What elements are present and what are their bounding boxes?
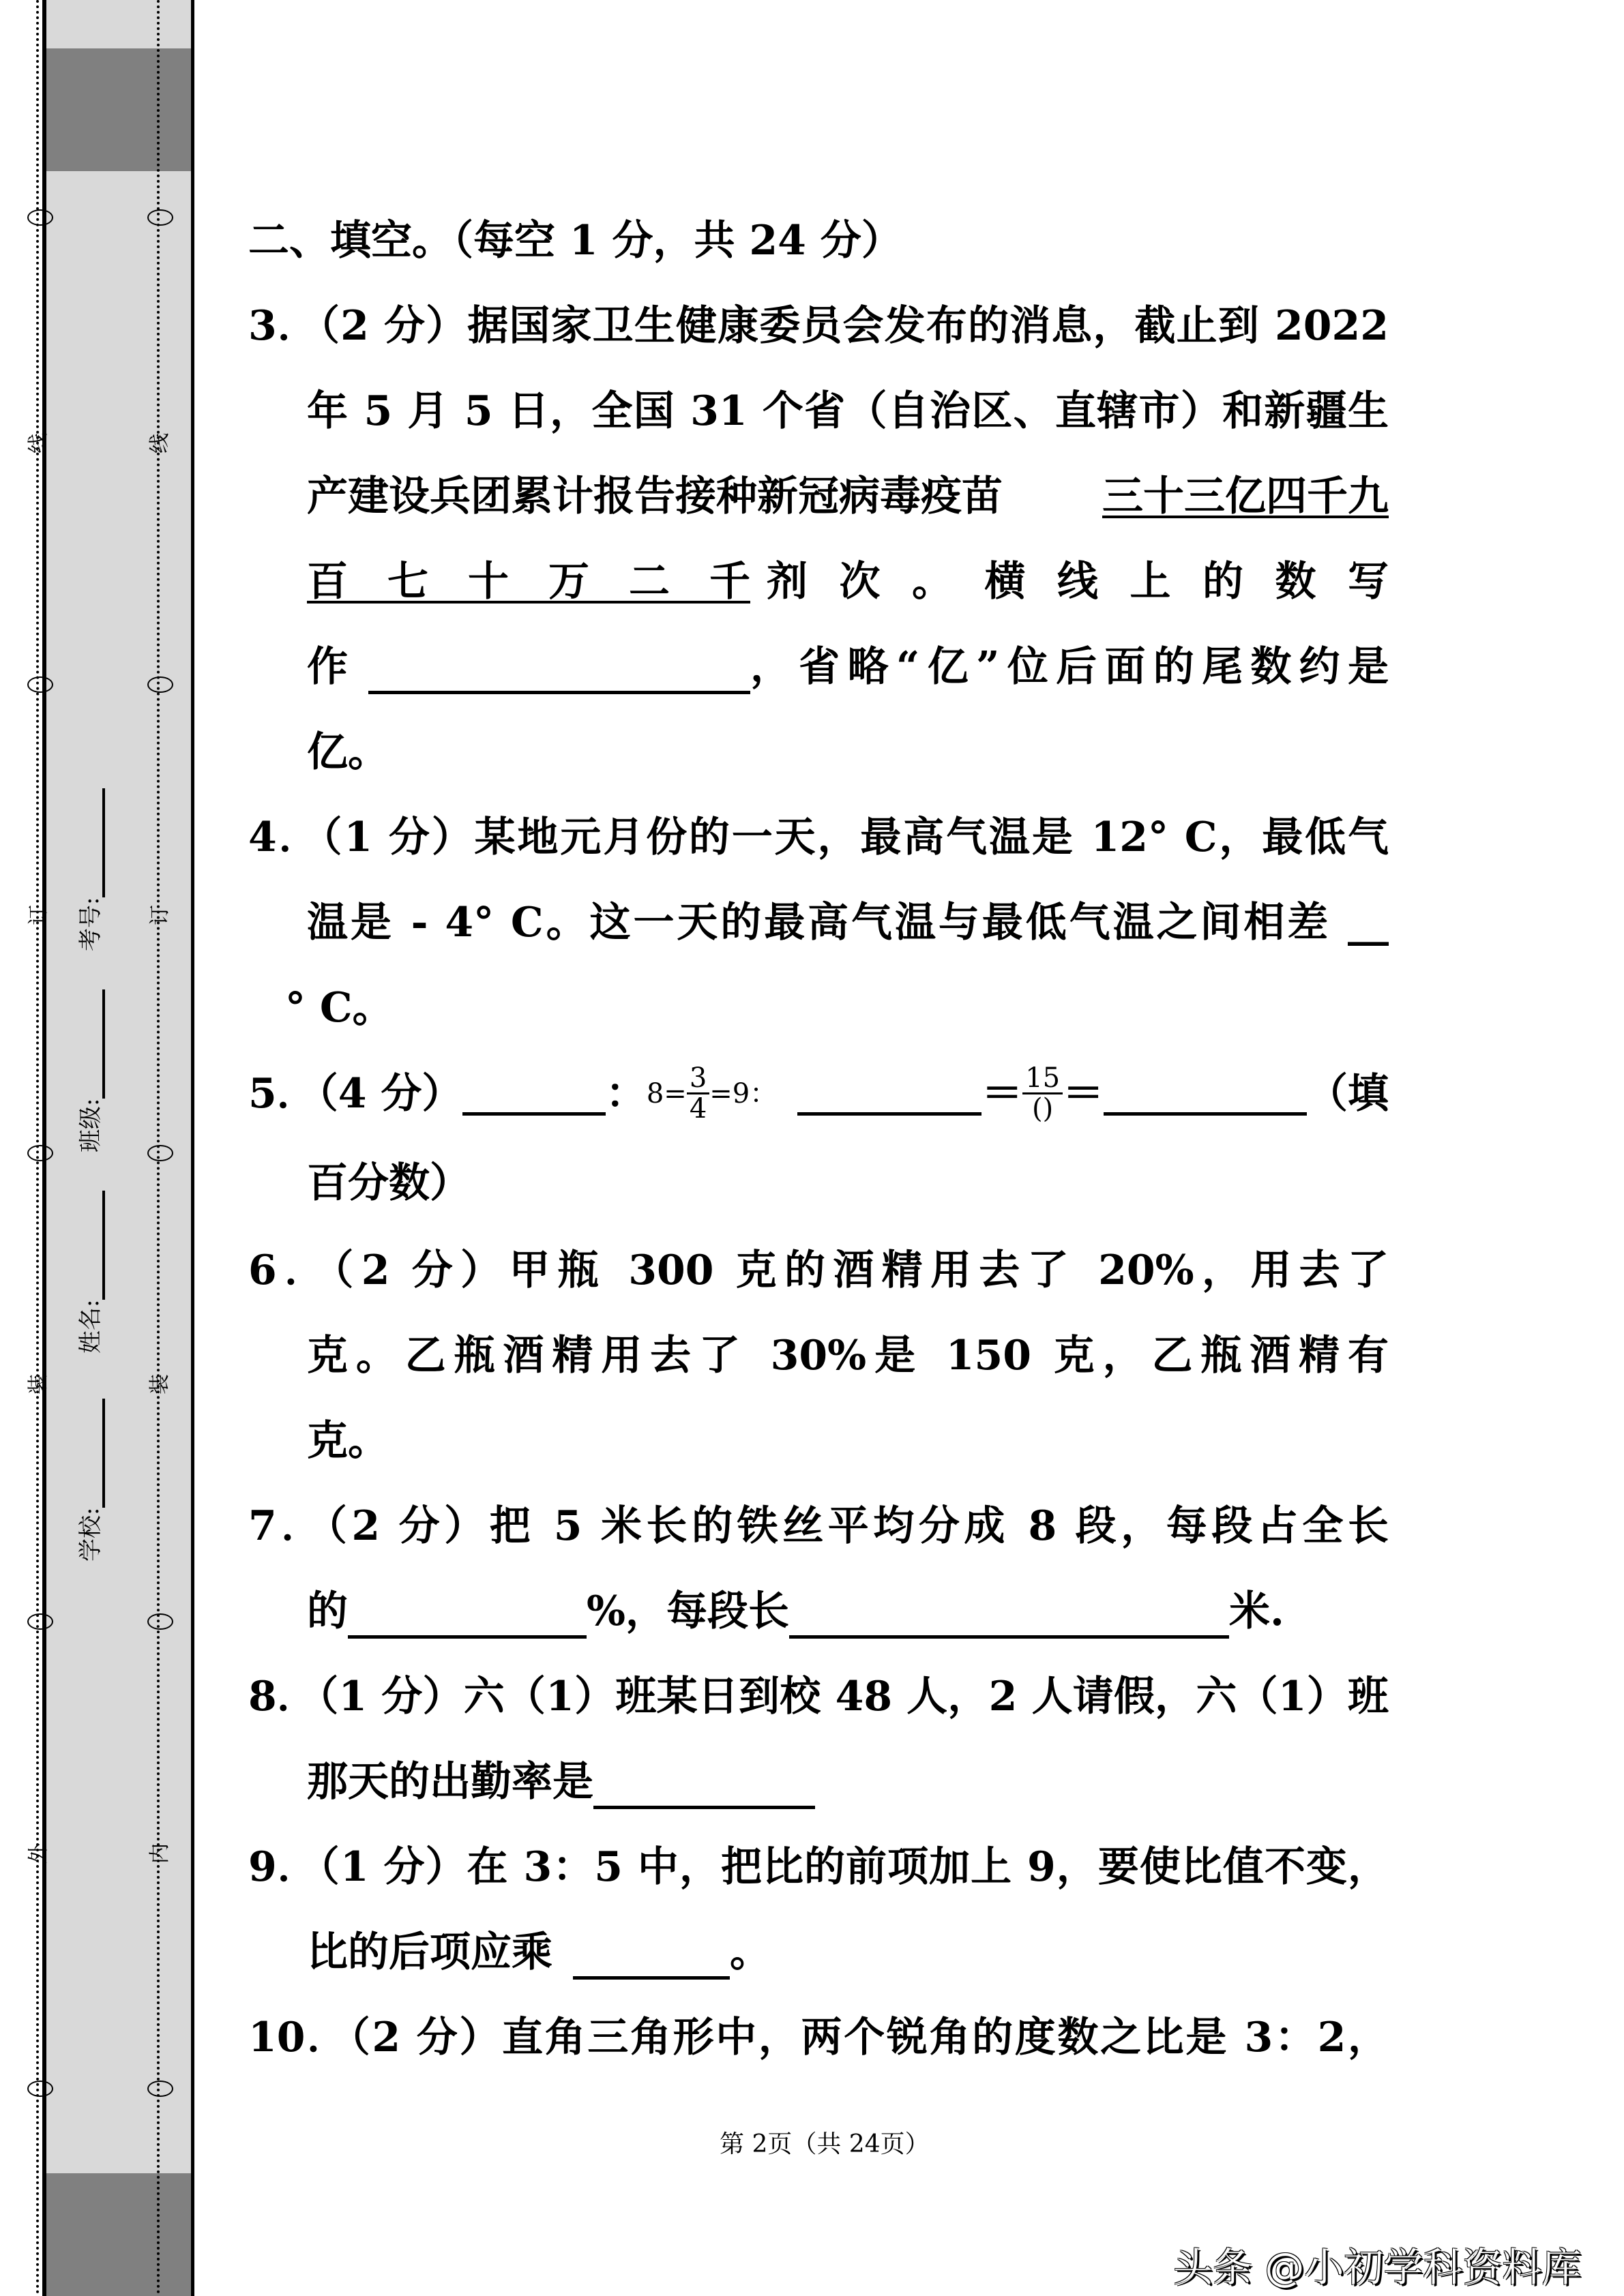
binding-hole-icon bbox=[147, 1613, 173, 1630]
q3-line: 百七十万二千 剂次。横线上的数写 bbox=[307, 558, 1389, 606]
page-number: 第 2页（共 24页） bbox=[720, 2130, 930, 2158]
binding-hole-icon bbox=[147, 209, 173, 226]
q3-line: 3．（2 分）据国家卫生健康委员会发布的消息，截止到 2022 bbox=[248, 302, 1389, 350]
q6-line: 克。乙瓶酒精用去了 30%是 150 克，乙瓶酒精有 bbox=[307, 1332, 1389, 1380]
answer-blank[interactable] bbox=[789, 1594, 1229, 1639]
answer-blank[interactable] bbox=[593, 1765, 815, 1809]
q8-line: 8．（1 分）六（1）班某日到校 48 人，2 人请假，六（1）班 bbox=[248, 1673, 1389, 1720]
q6-line: 6．（2 分）甲瓶 300 克的酒精用去了 20%，用去了 bbox=[248, 1247, 1389, 1294]
margin-label: 线 bbox=[148, 433, 172, 453]
answer-blank[interactable] bbox=[797, 1071, 981, 1116]
q3-line: 作 ，省略“亿”位后面的尾数约是 bbox=[307, 640, 1389, 694]
answer-blank[interactable] bbox=[348, 1594, 587, 1639]
answer-blank[interactable] bbox=[368, 650, 750, 694]
margin-label: 订 bbox=[27, 905, 50, 925]
q7-line: 的 %，每段长 米. bbox=[307, 1584, 1284, 1639]
school-field[interactable]: 学校: bbox=[72, 1399, 105, 1562]
margin-block-bottom bbox=[45, 2173, 192, 2296]
q3-line: 亿。 bbox=[307, 728, 389, 776]
binding-hole-icon bbox=[27, 1613, 53, 1630]
binding-hole-icon bbox=[27, 1145, 53, 1161]
q5-line: 百分数） bbox=[307, 1159, 471, 1207]
q3-line: 产建设兵团累计报告接种新冠病毒疫苗 三十三亿四千九 bbox=[307, 473, 1389, 520]
q4-line: ° C。 bbox=[285, 984, 394, 1032]
margin-label: 装 bbox=[148, 1374, 172, 1395]
q5-line: 5．（4 分） ： 8= $\frac{3}{4}$ =9： ＝ $\frac{15}{()}$ ＝ （填 bbox=[248, 1062, 1389, 1124]
exam-number-field[interactable]: 考号: bbox=[72, 788, 105, 951]
q9-line: 比的后项应乘 。 bbox=[307, 1925, 771, 1980]
answer-blank[interactable] bbox=[1104, 1071, 1307, 1116]
q6-line: 克。 bbox=[307, 1417, 389, 1465]
q7-line: 7．（2 分）把 5 米长的铁丝平均分成 8 段，每段占全长 bbox=[248, 1502, 1389, 1550]
margin-block-top bbox=[45, 48, 192, 171]
binding-hole-icon bbox=[147, 676, 173, 693]
name-field[interactable]: 姓名: bbox=[72, 1191, 105, 1354]
margin-label: 装 bbox=[27, 1374, 50, 1395]
answer-blank[interactable] bbox=[462, 1071, 605, 1116]
fraction: $\frac{3}{4}$ bbox=[687, 1064, 709, 1123]
watermark: 头条 @小初学科资料库 bbox=[1173, 2244, 1582, 2291]
q10-line: 10．（2 分）直角三角形中，两个锐角的度数之比是 3：2， bbox=[248, 2014, 1389, 2061]
binding-hole-icon bbox=[27, 2081, 53, 2097]
section-title: 二、填空。（每空 1 分，共 24 分） bbox=[248, 217, 902, 265]
margin-label: 线 bbox=[27, 433, 50, 453]
binding-hole-icon bbox=[27, 209, 53, 226]
q4-line: 4．（1 分）某地元月份的一天，最高气温是 12° C，最低气 bbox=[248, 814, 1389, 861]
q4-line: 温是 - 4° C。这一天的最高气温与最低气温之间相差 __ bbox=[307, 899, 1389, 946]
margin-label: 订 bbox=[148, 905, 172, 925]
binding-hole-icon bbox=[27, 676, 53, 693]
q8-line: 那天的出勤率是 bbox=[307, 1755, 815, 1809]
binding-hole-icon bbox=[147, 2081, 173, 2097]
fraction: $\frac{15}{()}$ bbox=[1022, 1064, 1063, 1123]
q9-line: 9．（1 分）在 3：5 中，把比的前项加上 9，要使比值不变， bbox=[248, 1843, 1389, 1891]
q3-line: 年 5 月 5 日，全国 31 个省（自治区、直辖市）和新疆生 bbox=[307, 387, 1389, 435]
binding-hole-icon bbox=[147, 1145, 173, 1161]
class-field[interactable]: 班级: bbox=[72, 989, 105, 1152]
answer-blank[interactable] bbox=[573, 1935, 730, 1980]
margin-label: 外 bbox=[27, 1843, 50, 1864]
margin-label: 内 bbox=[148, 1843, 172, 1864]
margin-line bbox=[191, 0, 194, 2296]
